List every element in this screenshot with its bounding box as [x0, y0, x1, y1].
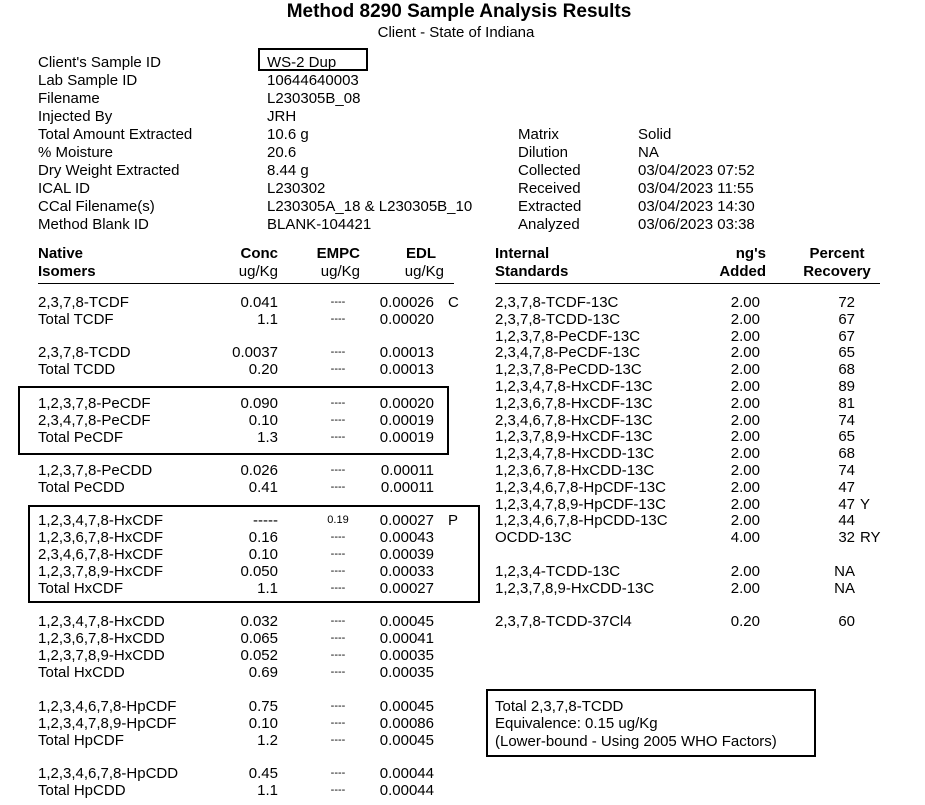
native-isomer-name: 1,2,3,7,8-PeCDF: [38, 395, 151, 412]
internal-std-name: 1,2,3,7,8-PeCDD-13C: [495, 361, 642, 379]
hxcdf-group-box: [28, 505, 480, 603]
native-conc: 0.10: [248, 715, 278, 732]
info-label: CCal Filename(s): [38, 198, 155, 215]
ng-header-l2: Added: [719, 263, 766, 280]
native-conc: 0.75: [248, 698, 278, 715]
internal-ng-added: 2.00: [730, 394, 760, 412]
info-label: Injected By: [38, 108, 113, 125]
page-title: Method 8290 Sample Analysis Results: [286, 1, 632, 22]
internal-flag: Y: [860, 495, 871, 513]
info-label: Total Amount Extracted: [38, 126, 193, 143]
native-conc: 1.1: [257, 782, 278, 799]
info-value: 03/04/2023 07:52: [638, 162, 755, 179]
native-edl: 0.00039: [379, 546, 434, 563]
native-edl: 0.00027: [379, 580, 434, 597]
native-edl: 0.00020: [379, 395, 434, 412]
sample-id-box: [258, 48, 368, 71]
info-value: 20.6: [267, 144, 297, 161]
native-empc: ----: [330, 464, 346, 476]
native-conc: 1.1: [257, 580, 278, 597]
native-conc: 0.041: [240, 294, 278, 311]
native-empc: ----: [330, 431, 346, 443]
native-edl: 0.00019: [379, 412, 434, 429]
internal-recovery: 65: [838, 428, 855, 446]
native-isomer-name: 1,2,3,7,8,9-HxCDD: [38, 647, 165, 664]
native-edl: 0.00027: [379, 512, 434, 529]
teq-line-1: Total 2,3,7,8-TCDD: [495, 698, 624, 715]
internal-std-name: 2,3,4,6,7,8-HxCDF-13C: [495, 411, 653, 429]
internal-ng-added: 2.00: [730, 580, 760, 597]
info-label: Lab Sample ID: [38, 72, 138, 89]
internal-std-name: 2,3,7,8-TCDD-37Cl4: [495, 613, 632, 630]
native-edl: 0.00026: [379, 294, 434, 311]
native-empc: ----: [330, 414, 346, 426]
native-empc: 0.19: [327, 514, 349, 526]
info-label: Extracted: [518, 198, 582, 215]
internal-ng-added: 2.00: [730, 445, 760, 463]
native-isomer-name: 1,2,3,4,6,7,8-HpCDD: [38, 765, 179, 782]
native-edl: 0.00041: [379, 630, 434, 647]
native-isomer-name: Total TCDF: [38, 311, 114, 328]
native-isomer-name: Total PeCDF: [38, 429, 124, 446]
native-isomer-name: Total TCDD: [38, 361, 116, 378]
internal-recovery: 67: [838, 327, 855, 345]
native-edl: 0.00044: [379, 782, 434, 799]
info-label: Dilution: [518, 144, 569, 161]
native-isomer-name: Total HpCDD: [38, 782, 126, 799]
native-empc: ----: [330, 582, 346, 594]
native-conc: 0.0037: [232, 344, 278, 361]
internal-recovery: 72: [838, 294, 855, 311]
internal-std-name: 1,2,3,7,8-PeCDF-13C: [495, 327, 641, 345]
internal-ng-added: 2.00: [730, 428, 760, 446]
info-value: BLANK-104421: [267, 216, 372, 233]
internal-std-name: 1,2,3,4-TCDD-13C: [495, 563, 621, 580]
info-value: JRH: [267, 108, 297, 125]
internal-std-name: OCDD-13C: [495, 529, 572, 547]
internal-recovery: 47: [838, 478, 855, 496]
native-empc: ----: [330, 734, 346, 746]
native-edl: 0.00086: [379, 715, 434, 732]
native-edl: 0.00043: [379, 529, 434, 546]
native-conc: 0.69: [248, 664, 278, 681]
page-subtitle: Client - State of Indiana: [377, 24, 535, 41]
native-conc: 1.3: [257, 429, 278, 446]
native-empc: ----: [330, 784, 346, 796]
native-isomer-name: Total PeCDD: [38, 479, 125, 496]
native-empc: ----: [330, 700, 346, 712]
native-empc: ----: [330, 767, 346, 779]
native-empc: ----: [330, 649, 346, 661]
info-label: Dry Weight Extracted: [38, 162, 180, 179]
internal-recovery: 65: [838, 344, 855, 362]
native-conc: 1.1: [257, 311, 278, 328]
info-label: Filename: [38, 90, 100, 107]
info-label: Method Blank ID: [38, 216, 149, 233]
native-header-l2: Isomers: [38, 263, 96, 280]
internal-ng-added: 4.00: [730, 529, 760, 547]
internal-ng-added: 2.00: [730, 462, 760, 479]
native-conc: 0.41: [248, 479, 278, 496]
native-flag: C: [448, 294, 459, 311]
internal-std-name: 1,2,3,4,7,8-HxCDD-13C: [495, 445, 655, 463]
native-empc: ----: [330, 313, 346, 325]
native-isomer-name: 1,2,3,6,7,8-HxCDF: [38, 529, 164, 546]
native-edl: 0.00033: [379, 563, 434, 580]
native-isomer-name: 1,2,3,7,8-PeCDD: [38, 462, 153, 479]
native-empc: ----: [330, 397, 346, 409]
native-empc: ----: [330, 346, 346, 358]
internal-std-name: 2,3,4,7,8-PeCDF-13C: [495, 344, 641, 362]
internal-ng-added: 2.00: [730, 310, 760, 328]
internal-flag: RY: [860, 529, 881, 547]
native-isomer-name: Total HxCDF: [38, 580, 124, 597]
internal-recovery: 47: [838, 495, 855, 513]
empc-header-l2: ug/Kg: [320, 263, 360, 280]
internal-recovery: 89: [838, 378, 855, 395]
native-edl: 0.00045: [379, 698, 434, 715]
info-label: Client's Sample ID: [38, 54, 161, 71]
native-isomer-name: 2,3,7,8-TCDF: [38, 294, 129, 311]
internal-recovery: NA: [834, 580, 855, 597]
native-edl: 0.00035: [379, 664, 434, 681]
info-label: Analyzed: [518, 216, 580, 233]
info-value: 03/06/2023 03:38: [638, 216, 755, 233]
native-isomer-name: 2,3,4,6,7,8-HxCDF: [38, 546, 164, 563]
recovery-header-l2: Recovery: [803, 263, 871, 280]
native-edl: 0.00035: [379, 647, 434, 664]
native-flag: P: [448, 512, 459, 529]
info-value: 10.6 g: [267, 126, 309, 143]
internal-std-name: 1,2,3,4,6,7,8-HpCDF-13C: [495, 478, 666, 496]
info-value: 03/04/2023 11:55: [638, 180, 754, 197]
internal-recovery: 74: [838, 462, 855, 479]
native-edl: 0.00013: [379, 361, 434, 378]
internal-recovery: 67: [838, 310, 855, 328]
internal-ng-added: 2.00: [730, 478, 760, 496]
native-isomer-name: 1,2,3,7,8,9-HxCDF: [38, 563, 164, 580]
native-edl: 0.00013: [379, 344, 434, 361]
native-empc: ----: [330, 666, 346, 678]
internal-recovery: 74: [838, 411, 855, 429]
pecdf-group-box: [18, 386, 449, 455]
native-empc: ----: [330, 363, 346, 375]
info-value: 03/04/2023 14:30: [638, 198, 755, 215]
internal-recovery: NA: [834, 563, 855, 580]
info-label: Collected: [518, 162, 581, 179]
internal-recovery: 32: [838, 529, 855, 547]
internal-recovery: 44: [838, 512, 855, 530]
internal-header-rule: [495, 283, 880, 284]
native-empc: ----: [330, 548, 346, 560]
internal-ng-added: 2.00: [730, 563, 760, 580]
info-label: ICAL ID: [38, 180, 90, 197]
internal-std-name: 1,2,3,7,8,9-HxCDF-13C: [495, 428, 653, 446]
native-conc: 0.032: [240, 613, 278, 630]
native-empc: ----: [330, 296, 346, 308]
internal-ng-added: 2.00: [730, 411, 760, 429]
native-empc: ----: [330, 632, 346, 644]
native-empc: ----: [330, 481, 346, 493]
native-edl: 0.00045: [379, 732, 434, 749]
native-conc: -----: [253, 512, 278, 529]
internal-header-l1: Internal: [495, 245, 550, 262]
native-conc: 0.065: [240, 630, 278, 647]
info-value: WS-2 Dup: [267, 54, 337, 71]
teq-line-3: (Lower-bound - Using 2005 WHO Factors): [495, 733, 777, 750]
native-conc: 0.16: [248, 529, 278, 546]
native-isomer-name: 2,3,7,8-TCDD: [38, 344, 131, 361]
native-conc: 0.45: [248, 765, 278, 782]
internal-ng-added: 2.00: [730, 495, 760, 513]
internal-ng-added: 2.00: [730, 361, 760, 379]
info-value: NA: [638, 144, 659, 161]
native-isomer-name: 1,2,3,4,7,8-HxCDF: [38, 512, 164, 529]
internal-recovery: 68: [838, 445, 855, 463]
native-edl: 0.00019: [379, 429, 434, 446]
native-empc: ----: [330, 565, 346, 577]
edl-header-l2: ug/Kg: [404, 263, 444, 280]
native-empc: ----: [330, 531, 346, 543]
info-value: 10644640003: [267, 72, 359, 89]
native-edl: 0.00011: [380, 462, 434, 479]
info-label: Matrix: [518, 126, 559, 143]
info-value: L230302: [267, 180, 326, 197]
conc-header-l2: ug/Kg: [238, 263, 278, 280]
conc-header-l1: Conc: [240, 245, 278, 262]
internal-std-name: 2,3,7,8-TCDD-13C: [495, 310, 621, 328]
info-label: % Moisture: [38, 144, 114, 161]
native-isomer-name: 1,2,3,4,7,8,9-HpCDF: [38, 715, 177, 732]
native-empc: ----: [330, 615, 346, 627]
info-value: L230305B_08: [267, 90, 361, 107]
native-conc: 0.10: [248, 546, 278, 563]
internal-ng-added: 0.20: [730, 613, 760, 630]
internal-recovery: 81: [838, 394, 855, 412]
info-value: L230305A_18 & L230305B_10: [267, 198, 473, 215]
native-edl: 0.00011: [380, 479, 434, 496]
internal-ng-added: 2.00: [730, 327, 760, 345]
internal-std-name: 2,3,7,8-TCDF-13C: [495, 294, 619, 311]
recovery-header-l1: Percent: [809, 245, 865, 262]
internal-ng-added: 2.00: [730, 344, 760, 362]
edl-header-l1: EDL: [406, 245, 436, 262]
info-value: 8.44 g: [267, 162, 309, 179]
internal-ng-added: 2.00: [730, 294, 760, 311]
native-conc: 0.052: [240, 647, 278, 664]
internal-ng-added: 2.00: [730, 378, 760, 395]
internal-recovery: 68: [838, 361, 855, 379]
empc-header-l1: EMPC: [316, 245, 360, 262]
native-isomer-name: 1,2,3,6,7,8-HxCDD: [38, 630, 165, 647]
internal-header-l2: Standards: [495, 263, 569, 280]
native-conc: 0.10: [248, 412, 278, 429]
native-edl: 0.00045: [379, 613, 434, 630]
internal-recovery: 60: [838, 613, 855, 630]
internal-std-name: 1,2,3,4,7,8-HxCDF-13C: [495, 378, 653, 395]
native-isomer-name: 2,3,4,7,8-PeCDF: [38, 412, 151, 429]
native-isomer-name: Total HpCDF: [38, 732, 124, 749]
native-conc: 0.050: [240, 563, 278, 580]
native-header-l1: Native: [38, 245, 84, 262]
internal-std-name: 1,2,3,7,8,9-HxCDD-13C: [495, 580, 655, 597]
internal-std-name: 1,2,3,4,7,8,9-HpCDF-13C: [495, 495, 666, 513]
native-conc: 0.026: [240, 462, 278, 479]
native-isomer-name: Total HxCDD: [38, 664, 125, 681]
native-header-rule: [38, 283, 454, 284]
ng-header-l1: ng's: [735, 245, 766, 262]
native-edl: 0.00020: [379, 311, 434, 328]
teq-line-2: Equivalence: 0.15 ug/Kg: [495, 715, 658, 732]
native-edl: 0.00044: [379, 765, 434, 782]
info-value: Solid: [638, 126, 672, 143]
native-isomer-name: 1,2,3,4,6,7,8-HpCDF: [38, 698, 177, 715]
native-empc: ----: [330, 717, 346, 729]
internal-std-name: 1,2,3,6,7,8-HxCDD-13C: [495, 462, 655, 479]
native-conc: 1.2: [257, 732, 278, 749]
native-conc: 0.20: [248, 361, 278, 378]
internal-ng-added: 2.00: [730, 512, 760, 530]
internal-std-name: 1,2,3,6,7,8-HxCDF-13C: [495, 394, 653, 412]
native-isomer-name: 1,2,3,4,7,8-HxCDD: [38, 613, 165, 630]
info-label: Received: [518, 180, 581, 197]
internal-std-name: 1,2,3,4,6,7,8-HpCDD-13C: [495, 512, 668, 530]
native-conc: 0.090: [240, 395, 278, 412]
